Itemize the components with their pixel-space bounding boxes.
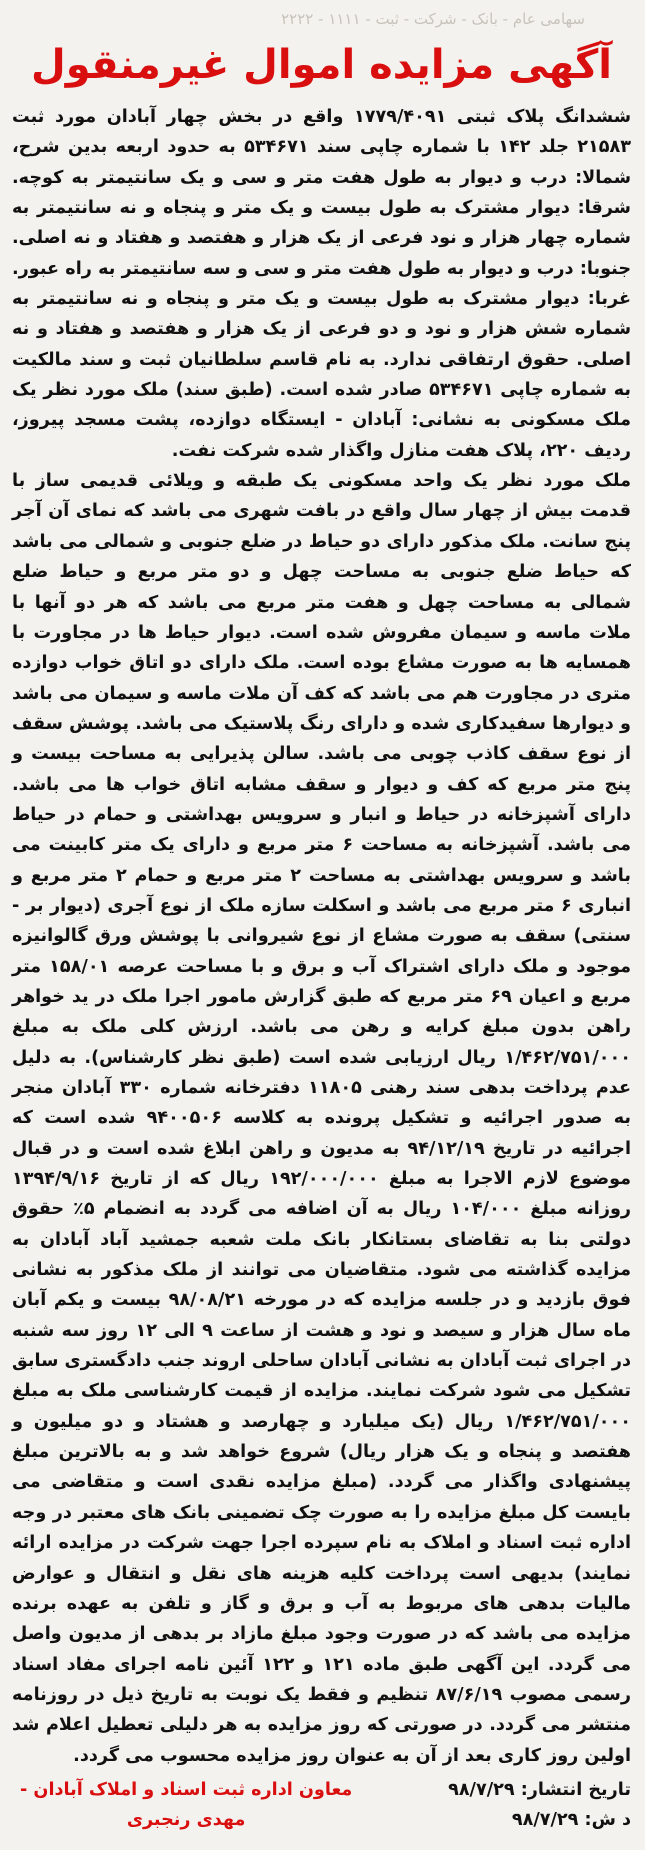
notice-footer xyxy=(12,1775,631,1835)
paragraph-auction-details: ملک مورد نظر یک واحد مسکونی یک طبقه و ویلائی قدیمی ساز با قدمت بیش از چهار سال واقع در بافت شهری می باشد که نمای آن آجر پنج سانت. ملک مذکور دارای دو حیاط در ضلع جنوبی و شمالی می باشد که حیاط ضلع جنوبی به مساحت چهل و دو متر مربع و حیاط ضلع شمالی به مساحت چهل و هفت متر مربع می باشد که هر دو آنها با ملات ماسه و سیمان مفروش شده است. دیوار حیاط ها در مجاورت با همسایه ها به صورت مشاع بوده است. ملک دارای دو اتاق خواب دوازده متری در مجاورت هم می باشد که کف آن ملات ماسه و سیمان می باشد و دیوارها سفیدکاری شده و دارای رنگ پلاستیک می باشد. پوشش سقف از نوع سقف کاذب چوبی می باشد. سالن پذیرایی به مساحت بیست و پنج متر مربع که کف و دیوار و سقف مشابه اتاق خواب ها می باشد. دارای آشپزخانه در حیاط و انبار و سرویس بهداشتی و حمام در حیاط می باشد. آشپزخانه به مساحت ۶ متر مربع و دارای یک متر کابینت می باشد و سرویس بهداشتی به مساحت ۲ متر مربع و حمام ۲ متر مربع و انباری ۶ متر مربع می باشد و اسکلت سازه ملک از نوع آجری (دیوار بر - سنتی) سقف به صورت مشاع از نوع شیروانی با پوشش ورق گالوانیزه موجود و ملک دارای اشتراک آب و برق و با مساحت عرصه ۱۵۸/۰۱ متر مربع و اعیان ۶۹ متر مربع که طبق گزارش مامور اجرا ملک در ید خواهر راهن بدون مبلغ کرایه و رهن می باشد. ارزش کلی ملک به مبلغ ۱/۴۶۲/۷۵۱/۰۰۰ ریال ارزیابی شده است (طبق نظر کارشناس). به دلیل عدم پرداخت بدهی سند رهنی ۱۱۸۰۵ دفترخانه شماره ۳۳۰ آبادان منجر به صدور اجرائیه و تشکیل پرونده به کلاسه ۹۴۰۰۵۰۶ شده است که اجرائیه در تاریخ ۹۴/۱۲/۱۹ به مدیون و راهن ابلاغ شده است و در قبال موضوع لازم الاجرا به مبلغ ۱۹۲/۰۰۰/۰۰۰ ریال که از تاریخ ۱۳۹۴/۹/۱۶ روزانه مبلغ ۱۰۴/۰۰۰ ریال به آن اضافه می گردد به انضمام ۵٪ حقوق دولتی بنا به تقاضای بستانکار بانک ملت شعبه جمشید آباد آبادان به مزایده گذاشته می شود. متقاضیان می توانند از ملک مذکور به نشانی فوق بازدید و در جلسه مزایده که در مورخه ۹۸/۰۸/۲۱ بیست و یکم آبان ماه سال هزار و سیصد و نود و هشت از ساعت ۹ الی ۱۲ روز سه شنبه در اجرای ثبت آبادان به نشانی آبادان ساحلی اروند جنب دادگستری سابق تشکیل می شود شرکت نمایند. مزایده از قیمت کارشناسی ملک به مبلغ ۱/۴۶۲/۷۵۱/۰۰۰ ریال (یک میلیارد و چهارصد و هشتاد و دو میلیون و هفتصد و پنجاه و یک هزار ریال) شروع خواهد شد و به بالاترین مبلغ پیشنهادی واگذار می گردد. (مبلغ مزایده نقدی است و متقاضی می بایست کل مبلغ مزایده را به صورت چک تضمینی بانک های معتبر در وجه اداره ثبت اسناد و املاک به نام سپرده اجرا جهت شرکت در مزایده ارائه نمایند) بدیهی است پرداخت کلیه هزینه های نقل و انتقال و عوارض مالیات بدهی های مربوط به آب و برق و گاز و تلفن به عهده برنده مزایده می باشد که در صورت وجود مبلغ مازاد بر بدهی از مدیون واصل می گردد. این آگهی طبق ماده ۱۲۱ و ۱۲۲ آئین نامه اجرای مفاد اسناد رسمی مصوب ۸۷/۶/۱۹ تنظیم و فقط یک نوبت به تاریخ ذیل در روزنامه منتشر می گردد. در صورتی که روز مزایده به هر دلیلی تعطیل اعلام شد اولین روز کاری بعد از آن به عنوان روز مزایده محسوب می گردد. xyxy=(12,471,632,1766)
publish-date: تاریخ انتشار: ۹۸/۷/۲۹ xyxy=(448,1779,631,1800)
signer-title: معاون اداره ثبت اسناد و املاک آبادان - xyxy=(20,1779,353,1800)
footer-dates xyxy=(448,1775,631,1835)
signer-name: مهدی رنجبری xyxy=(126,1809,246,1830)
signer-block xyxy=(12,1775,352,1835)
ds-line: د ش: ۹۸/۷/۲۹ xyxy=(511,1809,631,1830)
faded-header-text: سهامی عام - بانک - شرکت - ثبت - ۱۱۱۱ - ۲۲۲۲ xyxy=(281,10,585,28)
paragraph-property-description: ششدانگ پلاک ثبتی ۱۷۷۹/۴۰۹۱ واقع در بخش چهار آبادان مورد ثبت ۲۱۵۸۳ جلد ۱۴۲ با شماره چاپی سند ۵۳۴۶۷۱ به حدود اربعه بدین شرح، شمالا: درب و دیوار به طول هفت متر و سی و یک سانتیمتر به کوچه. شرقا: دیوار مشترک به طول بیست و یک متر و پنجاه و نه سانتیمتر به شماره چهار هزار و نود فرعی از یک هزار و هفتصد و هفتاد و نه اصلی. جنوبا: درب و دیوار به طول هفت متر و سی و سه سانتیمتر به راه عبور. غربا: دیوار مشترک به طول بیست و یک متر و پنجاه و نه سانتیمتر به شماره شش هزار و نود و دو فرعی از یک هزار و هفتصد و هفتاد و نه اصلی. حقوق ارتفاقی ندارد. به نام قاسم سلطانیان ثبت و سند مالکیت به شماره چاپی ۵۳۴۶۷۱ صادر شده است. (طبق سند) ملک مورد نظر یک ملک مسکونی به نشانی: آبادان - ایستگاه دوازده، پشت مسجد پیروز، ردیف ۲۲۰، پلاک هفت منازل واگذار شده شرکت نفت. xyxy=(12,107,632,461)
notice-title: آگهی مزایده اموال غیرمنقول xyxy=(31,42,612,88)
notice-body xyxy=(12,102,631,1771)
